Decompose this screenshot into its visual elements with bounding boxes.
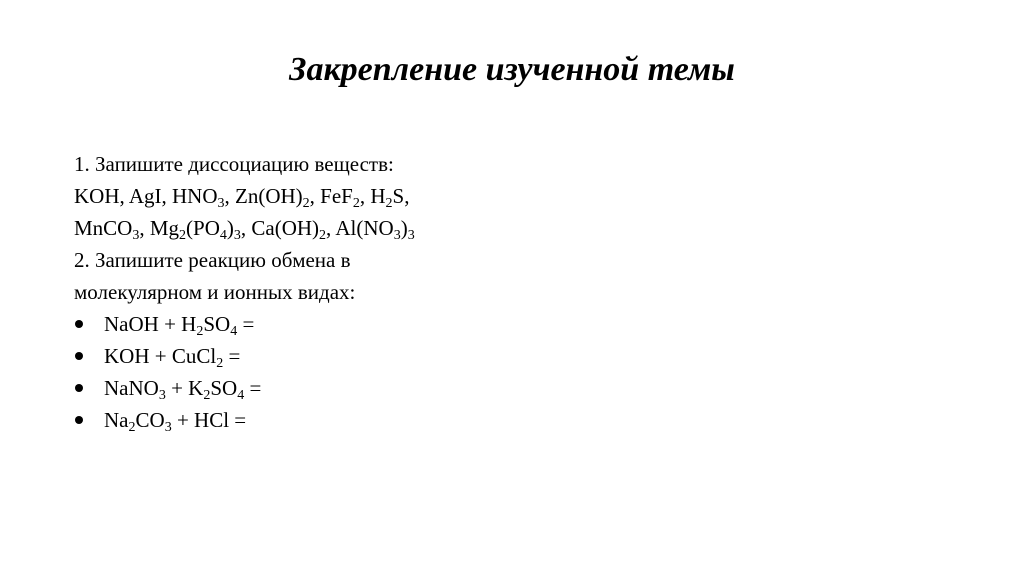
slide-title: Закрепление изученной темы xyxy=(289,51,735,88)
formula-text: + HCl = xyxy=(171,408,247,432)
formula-text: , Al(NO xyxy=(326,216,394,240)
formula-subscript: 3 xyxy=(217,196,225,211)
formula-subscript: 4 xyxy=(237,388,245,403)
formula-subscript: 2 xyxy=(385,196,393,211)
formula-text: S, xyxy=(392,184,410,208)
formula-text: , Ca(OH) xyxy=(240,216,320,240)
formula-text: = xyxy=(237,312,255,336)
formula-subscript: 3 xyxy=(132,228,140,243)
formula-subscript: 4 xyxy=(230,324,238,339)
formula-text: ) xyxy=(226,216,234,240)
formula-text: , Zn(OH) xyxy=(224,184,303,208)
task1-formula-line-1 xyxy=(74,180,794,212)
formula-text: = xyxy=(223,344,241,368)
formula-text: (PO xyxy=(186,216,220,240)
formula-subscript: 3 xyxy=(158,388,166,403)
formula-subscript: 2 xyxy=(302,196,310,211)
reaction-item xyxy=(74,340,794,372)
formula-subscript: 4 xyxy=(219,228,227,243)
formula-subscript: 2 xyxy=(352,196,360,211)
reaction-equation xyxy=(104,312,255,339)
formula-subscript: 2 xyxy=(128,420,136,435)
bullet-icon xyxy=(75,352,83,360)
formula-subscript: 3 xyxy=(393,228,401,243)
task1-formula-line-2 xyxy=(74,212,794,244)
formula-text: NaNO xyxy=(104,376,159,400)
formula-subscript: 2 xyxy=(196,324,204,339)
formula-subscript: 2 xyxy=(319,228,327,243)
task-content xyxy=(74,148,794,436)
reaction-equation xyxy=(104,344,241,371)
reaction-item xyxy=(74,372,794,404)
formula-subscript: 2 xyxy=(203,388,211,403)
reaction-equation xyxy=(104,376,262,403)
formula-text: KOH, AgI, HNO xyxy=(74,184,218,208)
formula-text: NaOH + H xyxy=(104,312,197,336)
reaction-item xyxy=(74,308,794,340)
formula-text: CO xyxy=(135,408,165,432)
formula-text: , H xyxy=(359,184,386,208)
formula-text: KOH + CuCl xyxy=(104,344,217,368)
formula-text: SO xyxy=(203,312,231,336)
formula-text: SO xyxy=(210,376,238,400)
bullet-icon xyxy=(75,320,83,328)
formula-text: , Mg xyxy=(139,216,180,240)
formula-subscript: 3 xyxy=(233,228,241,243)
bullet-icon xyxy=(75,384,83,392)
formula-text: Na xyxy=(104,408,129,432)
reaction-equation xyxy=(104,408,247,435)
formula-text: ) xyxy=(400,216,408,240)
formula-subscript: 3 xyxy=(407,228,415,243)
bullet-icon xyxy=(75,416,83,424)
formula-text: MnCO xyxy=(74,216,133,240)
formula-text: = xyxy=(244,376,262,400)
formula-text: + K xyxy=(165,376,204,400)
reaction-item xyxy=(74,404,794,436)
reaction-list xyxy=(74,308,794,436)
formula-subscript: 2 xyxy=(216,356,224,371)
task2-heading-line-2: молекулярном и ионных видах: xyxy=(74,280,356,304)
task2-heading-line-1: 2. Запишите реакцию обмена в xyxy=(74,248,351,272)
formula-subscript: 2 xyxy=(179,228,187,243)
task1-heading: 1. Запишите диссоциацию веществ: xyxy=(74,152,394,176)
formula-subscript: 3 xyxy=(164,420,172,435)
formula-text: , FeF xyxy=(309,184,353,208)
